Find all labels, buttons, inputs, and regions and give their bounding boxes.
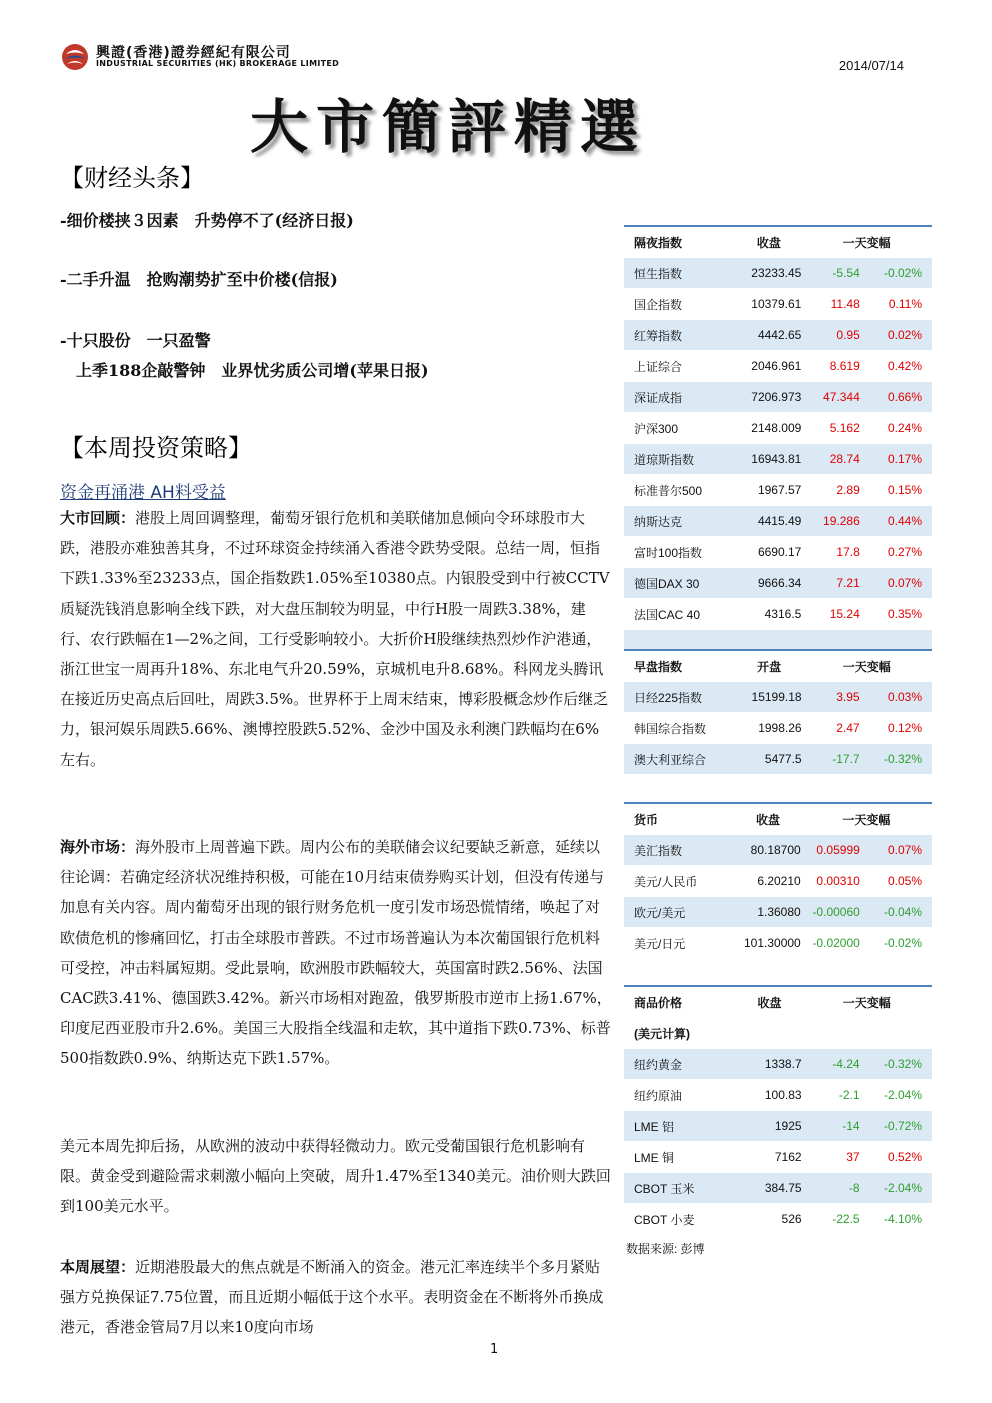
table-row [624,1111,932,1142]
overseas-market-paragraph [60,832,612,1074]
table-row [624,320,932,351]
paragraph-text: 美元本周先抑后扬，从欧洲的波动中获得轻微动力。欧元受葡国银行危机影响有限。黄金受到避险需求刺激小幅向上突破，周升1.47%至1340美元。油价则大跌回到100美元水平。 [60,1137,611,1216]
row-name: 德国DAX 30 [624,568,736,599]
row-change-pct: -4.10% [860,1204,932,1235]
row-change-pct: 0.27% [860,537,932,568]
row-name: 纳斯达克 [624,506,736,537]
row-change-pct: 0.35% [860,599,932,630]
paragraph-text: 近期港股最大的焦点就是不断涌入的资金。港元汇率连续半个多月紧贴强方兑换保证7.75位置，而且近期小幅低于这个水平。表明资金在不断将外币换成港元，香港金管局7月以来10度向市场 [60,1258,604,1337]
row-close: 526 [737,1204,801,1235]
table-row [624,866,932,897]
row-change-pct: -0.32% [860,1049,932,1080]
column-subheader: (美元计算) [624,1018,932,1049]
row-close: 1.36080 [735,897,800,928]
row-change-pct: -2.04% [860,1173,932,1204]
row-change: 0.95 [801,320,859,351]
row-change: 8.619 [801,351,859,382]
table-header-row [624,986,932,1018]
row-close: 4442.65 [736,320,801,351]
row-change: -8 [802,1173,860,1204]
row-change-pct: 0.42% [860,351,932,382]
headline-item: -细价楼挟３因素 升势停不了(经济日报) [60,211,354,230]
row-change: 37 [802,1142,860,1173]
row-change: -5.54 [801,258,859,289]
row-change: 5.162 [801,413,859,444]
column-header: 收盘 [737,986,801,1018]
row-close: 15199.18 [737,682,802,713]
row-name: 上证综合 [624,351,736,382]
row-name: 沪深300 [624,413,736,444]
page-number: 1 [490,1342,499,1357]
row-change: -0.02000 [801,928,860,959]
row-close: 384.75 [737,1173,801,1204]
row-change-pct: 0.11% [860,289,932,320]
row-close: 16943.81 [736,444,801,475]
row-change: -17.7 [802,744,860,775]
table-row [624,1080,932,1111]
row-change-pct: -0.02% [860,258,932,289]
data-source: 数据来源: 彭博 [626,1242,705,1256]
column-header: 收盘 [736,226,801,258]
paragraph-label: 本周展望： [60,1258,136,1276]
row-change-pct: 0.07% [860,568,932,599]
row-change: 2.89 [801,475,859,506]
row-name: 澳大利亚综合 [624,744,737,775]
row-change-pct: 0.24% [860,413,932,444]
row-name: LME 铝 [624,1111,737,1142]
column-header: 开盘 [737,650,802,682]
report-date: 2014/07/14 [838,58,904,73]
table-header-row [624,803,932,835]
column-header: 早盘指数 [624,650,737,682]
row-name: CBOT 小麦 [624,1204,737,1235]
row-change: -0.00060 [801,897,860,928]
row-close: 7162 [737,1142,801,1173]
table-row [624,1204,932,1235]
table-row [624,289,932,320]
row-change: 0.00310 [801,866,860,897]
row-change-pct: 0.05% [860,866,932,897]
row-change-pct: -2.04% [860,1080,932,1111]
table-row [624,475,932,506]
row-name: 国企指数 [624,289,736,320]
row-name: 美汇指数 [624,835,735,866]
row-close: 7206.973 [736,382,801,413]
row-name: 日经225指数 [624,682,737,713]
row-close: 10379.61 [736,289,801,320]
overnight-index-table [624,225,932,661]
row-name: 法国CAC 40 [624,599,736,630]
row-change: -14 [802,1111,860,1142]
company-logo [60,42,360,72]
table-row [624,382,932,413]
table-row [624,1142,932,1173]
fx-table-body [624,835,932,959]
row-change-pct: -0.02% [860,928,932,959]
row-change: -4.24 [802,1049,860,1080]
strategy-subtitle[interactable]: 资金再涌港 AH料受益 [60,483,226,503]
row-close: 1925 [737,1111,801,1142]
company-name-cn: 興證(香港)證券經紀有限公司 [96,45,291,61]
row-change-pct: 0.12% [860,713,932,744]
row-change: 3.95 [802,682,860,713]
row-name: 道琼斯指数 [624,444,736,475]
overnight-table-body [624,258,932,630]
table-row [624,444,932,475]
row-close: 23233.45 [736,258,801,289]
company-name-en: INDUSTRIAL SECURITIES (HK) BROKERAGE LIMITED [96,59,340,68]
row-change-pct: 0.17% [860,444,932,475]
row-change-pct: 0.66% [860,382,932,413]
row-change-pct: 0.03% [860,682,932,713]
fx-table [624,802,932,959]
row-change: 15.24 [801,599,859,630]
column-header: 货币 [624,803,735,835]
page-title: 大市簡評精選 [250,93,647,161]
row-change: -22.5 [802,1204,860,1235]
row-name: 美元/人民币 [624,866,735,897]
row-name: 恒生指数 [624,258,736,289]
table-row [624,928,932,959]
usd-paragraph [60,1131,612,1222]
row-close: 2046.961 [736,351,801,382]
row-change-pct: -0.04% [860,897,932,928]
row-change-pct: -0.32% [860,744,932,775]
row-change-pct: 0.15% [860,475,932,506]
row-name: 韩国综合指数 [624,713,737,744]
row-change: 2.47 [802,713,860,744]
row-name: LME 铜 [624,1142,737,1173]
column-header: 一天变幅 [802,986,932,1018]
row-close: 4316.5 [736,599,801,630]
row-name: 欧元/美元 [624,897,735,928]
market-review-paragraph [60,503,612,775]
row-close: 80.18700 [735,835,800,866]
table-row [624,897,932,928]
column-header: 商品价格 [624,986,737,1018]
row-close: 6.20210 [735,866,800,897]
table-row [624,413,932,444]
row-change: 17.8 [801,537,859,568]
headline-item: -二手升温 抢购潮势扩至中价楼(信报) [60,270,338,289]
commodity-table-body [624,1049,932,1235]
row-name: 美元/日元 [624,928,735,959]
row-close: 5477.5 [737,744,802,775]
table-row [624,506,932,537]
column-header: 一天变幅 [801,226,932,258]
outlook-paragraph [60,1252,612,1343]
headlines-section-title: 【财经头条】 [60,164,204,192]
row-name: 纽约黄金 [624,1049,737,1080]
row-change: -2.1 [802,1080,860,1111]
row-name: CBOT 玉米 [624,1173,737,1204]
column-header: 一天变幅 [801,803,932,835]
paragraph-text: 港股上周回调整理，葡萄牙银行危机和美联储加息倾向令环球股市大跌，港股亦难独善其身，不过环球资金持续涌入香港令跌势受限。总结一周，恒指下跌1.33%至23233点，国企指数跌1.05%至10380点。内银股受到中行被CCTV质疑洗钱消息影响全线下跌，对大盘压制较为明显，中行H股一周跌3.38%，建行、农行跌幅在1—2%之间，工行受影响较小。大折价H股继续热烈炒作沪港通，浙江世宝一周再升18%、东北电气升20.59%，京城机电升8.68%。科网龙头腾讯在接近历史高点后回吐，周跌3.5%。世界杯于上周末结束，博彩股概念炒作后继乏力，银河娱乐周跌5.66%、澳博控股跌5.52%、金沙中国及永利澳门跌幅均在6%左右。 [60,509,610,769]
row-close: 4415.49 [736,506,801,537]
row-change: 28.74 [801,444,859,475]
row-close: 1967.57 [736,475,801,506]
column-header: 一天变幅 [802,650,932,682]
table-row [624,599,932,630]
row-change: 19.286 [801,506,859,537]
column-header: 隔夜指数 [624,226,736,258]
morning-table-body [624,682,932,775]
row-close: 1338.7 [737,1049,801,1080]
row-change: 11.48 [801,289,859,320]
row-name: 红筹指数 [624,320,736,351]
commodity-table [624,985,932,1235]
row-change-pct: 0.07% [860,835,932,866]
paragraph-label: 大市回顾： [60,509,136,527]
column-header: 收盘 [735,803,800,835]
row-change-pct: 0.02% [860,320,932,351]
row-name: 纽约原油 [624,1080,737,1111]
company-logo-icon [60,42,90,72]
table-row [624,1049,932,1080]
table-header-row [624,226,932,258]
table-header-row [624,650,932,682]
table-row [624,351,932,382]
row-change: 0.05999 [801,835,860,866]
table-row [624,744,932,775]
paragraph-label: 海外市场： [60,838,136,856]
headline-item: -十只股份 一只盈警 [60,331,211,350]
table-row [624,682,932,713]
row-change: 47.344 [801,382,859,413]
row-name: 标准普尔500 [624,475,736,506]
row-name: 富时100指数 [624,537,736,568]
morning-index-table [624,649,932,775]
row-close: 2148.009 [736,413,801,444]
headline-item: 上季188企敲警钟 业界忧劣质公司增(苹果日报) [60,361,429,380]
row-close: 100.83 [737,1080,801,1111]
table-row [624,1173,932,1204]
row-close: 101.30000 [735,928,800,959]
row-name: 深证成指 [624,382,736,413]
paragraph-text: 海外股市上周普遍下跌。周内公布的美联储会议纪要缺乏新意，延续以往论调：若确定经济状况维持积极，可能在10月结束债券购买计划，但没有传递与加息有关内容。周内葡萄牙出现的银行财务危机一度引发市场恐慌情绪，唤起了对欧债危机的惨痛回忆，打击全球股市普跌。不过市场普遍认为本次葡国银行危机料可受控，冲击料属短期。受此景响，欧洲股市跌幅较大，英国富时跌2.56%、法国CAC跌3.41%、德国跌3.42%。新兴市场相对跑盈，俄罗斯股市逆市上扬1.67%，印度尼西亚股市升2.6%。美国三大股指全线温和走软，其中道指下跌0.73%、标普500指数跌0.9%、纳斯达克下跌1.57%。 [60,838,612,1068]
table-subheader-row [624,1018,932,1049]
table-row [624,713,932,744]
table-row [624,258,932,289]
table-row [624,537,932,568]
row-close: 1998.26 [737,713,802,744]
row-change: 7.21 [801,568,859,599]
strategy-section-title: 【本周投资策略】 [60,434,252,462]
row-close: 6690.17 [736,537,801,568]
row-close: 9666.34 [736,568,801,599]
table-row [624,835,932,866]
row-change-pct: -0.72% [860,1111,932,1142]
row-change-pct: 0.52% [860,1142,932,1173]
table-row [624,568,932,599]
row-change-pct: 0.44% [860,506,932,537]
